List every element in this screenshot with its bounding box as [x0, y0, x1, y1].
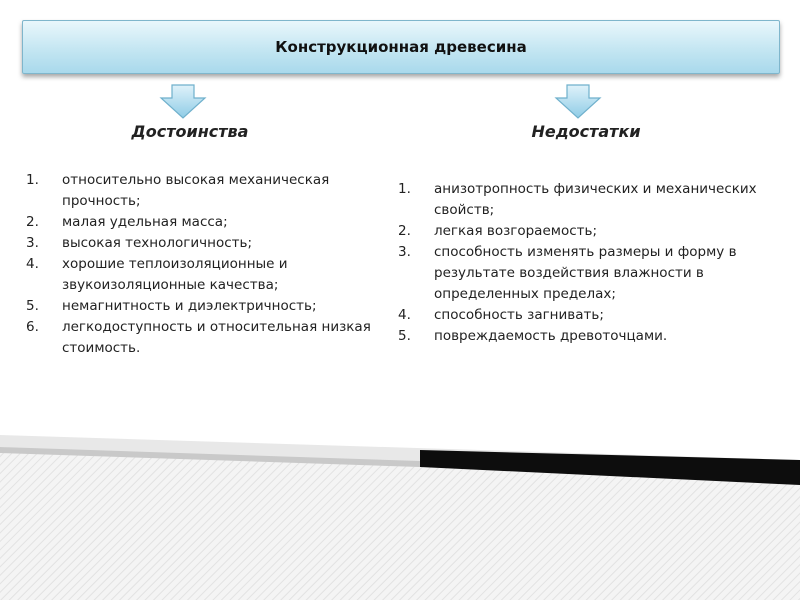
- list-number: 4.: [26, 256, 39, 272]
- list-item-text: малая удельная масса;: [62, 214, 228, 230]
- title-banner: [22, 20, 780, 74]
- list-item: [26, 170, 371, 212]
- list-number: 6.: [26, 319, 39, 335]
- list-number: 5.: [26, 298, 39, 314]
- list-number: 5.: [398, 328, 411, 344]
- advantages-list: [26, 170, 371, 359]
- list-item: [398, 179, 768, 221]
- list-item-text: повреждаемость древоточцами.: [434, 328, 668, 344]
- list-item: [398, 326, 768, 347]
- list-item-text: относительно высокая механическая прочность;: [62, 172, 330, 209]
- list-item: [398, 242, 768, 305]
- list-item-text: анизотропность физических и механических свойств;: [434, 181, 757, 218]
- disadvantages-list: [398, 179, 768, 347]
- list-item: [398, 305, 768, 326]
- list-number: 1.: [26, 172, 39, 188]
- list-item: [26, 317, 371, 359]
- list-number: 4.: [398, 307, 411, 323]
- list-item-text: способность изменять размеры и форму в результате воздействия влажности в определенных пределах;: [434, 244, 737, 302]
- footer-decoration: [0, 405, 800, 600]
- list-number: 2.: [26, 214, 39, 230]
- list-number: 3.: [398, 244, 411, 260]
- list-item: [398, 221, 768, 242]
- list-number: 2.: [398, 223, 411, 239]
- list-item-text: высокая технологичность;: [62, 235, 252, 251]
- down-arrow-icon: [553, 84, 603, 120]
- list-item: [26, 212, 371, 233]
- list-number: 1.: [398, 181, 411, 197]
- page-title: Конструкционная древесина: [275, 38, 527, 56]
- list-item: [26, 254, 371, 296]
- list-item: [26, 296, 371, 317]
- advantages-heading: Достоинства: [131, 122, 249, 141]
- list-item: [26, 233, 371, 254]
- list-item-text: легкодоступность и относительная низкая стоимость.: [62, 319, 371, 356]
- list-item-text: хорошие теплоизоляционные и звукоизоляционные качества;: [62, 256, 288, 293]
- list-item-text: способность загнивать;: [434, 307, 604, 323]
- down-arrow-icon: [158, 84, 208, 120]
- disadvantages-heading: Недостатки: [531, 122, 641, 141]
- list-item-text: немагнитность и диэлектричность;: [62, 298, 317, 314]
- list-item-text: легкая возгораемость;: [434, 223, 597, 239]
- list-number: 3.: [26, 235, 39, 251]
